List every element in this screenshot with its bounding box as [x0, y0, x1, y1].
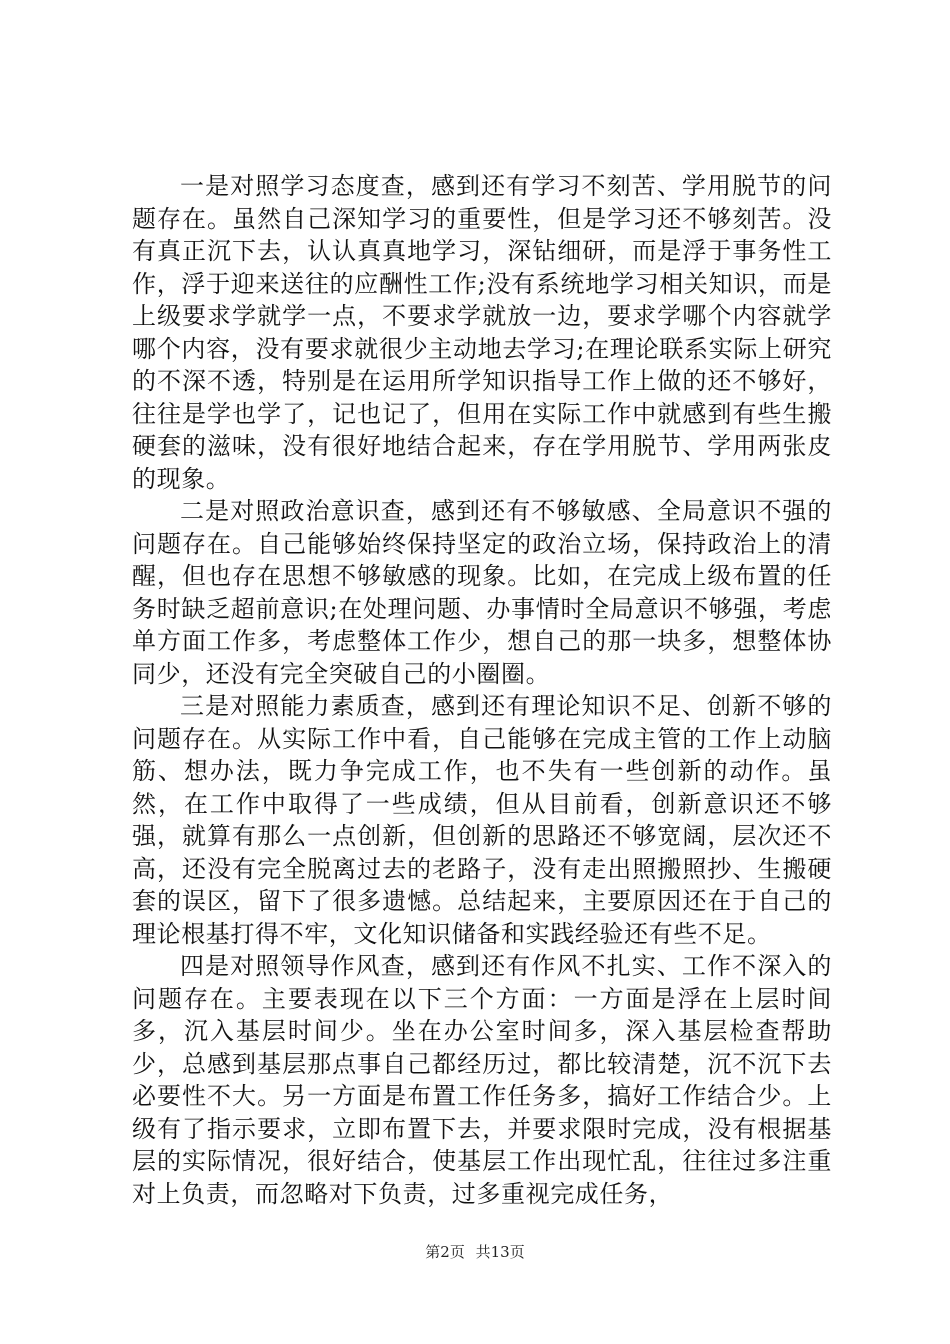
document-body	[132, 170, 832, 1210]
page-number: 第2页	[425, 1243, 465, 1261]
paragraph-leadership-style: 四是对照领导作风查，感到还有作风不扎实、工作不深入的问题存在。主要表现在以下三个方面：一方面是浮在上层时间多，沉入基层时间少。坐在办公室时间多，深入基层检查帮助少，总感到基层那点事自己都经历过，都比较清楚，沉不沉下去必要性不大。另一方面是布置工作任务多，搞好工作结合少。上级有了指示要求，立即布置下去，并要求限时完成，没有根据基层的实际情况，很好结合，使基层工作出现忙乱，往往过多注重对上负责，而忽略对下负责，过多重视完成任务，	[132, 952, 832, 1208]
page-total: 共13页	[475, 1243, 525, 1261]
paragraph-political-awareness: 二是对照政治意识查，感到还有不够敏感、全局意识不强的问题存在。自己能够始终保持坚定的政治立场，保持政治上的清醒，但也存在思想不够敏感的现象。比如，在完成上级布置的任务时缺乏超前意识;在处理问题、办事情时全局意识不够强，考虑单方面工作多，考虑整体工作少，想自己的那一块多，想整体协同少，还没有完全突破自己的小圈圈。	[132, 497, 832, 688]
paragraph-study-attitude: 一是对照学习态度查，感到还有学习不刻苦、学用脱节的问题存在。虽然自己深知学习的重要性，但是学习还不够刻苦。没有真正沉下去，认认真真地学习，深钻细研，而是浮于事务性工作，浮于迎来送往的应酬性工作;没有系统地学习相关知识，而是上级要求学就学一点，不要求学就放一边，要求学哪个内容就学哪个内容，没有要求就很少主动地去学习;在理论联系实际上研究的不深不透，特别是在运用所学知识指导工作上做的还不够好，往往是学也学了，记也记了，但用在实际工作中就感到有些生搬硬套的滋味，没有很好地结合起来，存在学用脱节、学用两张皮的现象。	[132, 172, 832, 493]
paragraph-ability-quality: 三是对照能力素质查，感到还有理论知识不足、创新不够的问题存在。从实际工作中看，自己能够在完成主管的工作上动脑筋、想办法，既力争完成工作，也不失有一些创新的动作。虽然，在工作中取得了一些成绩，但从目前看，创新意识还不够强，就算有那么一点创新，但创新的思路还不够宽阔，层次还不高，还没有完全脱离过去的老路子，没有走出照搬照抄、生搬硬套的误区，留下了很多遗憾。总结起来，主要原因还在于自己的理论根基打得不牢，文化知识储备和实践经验还有些不足。	[132, 692, 832, 948]
page-footer	[0, 1242, 950, 1262]
